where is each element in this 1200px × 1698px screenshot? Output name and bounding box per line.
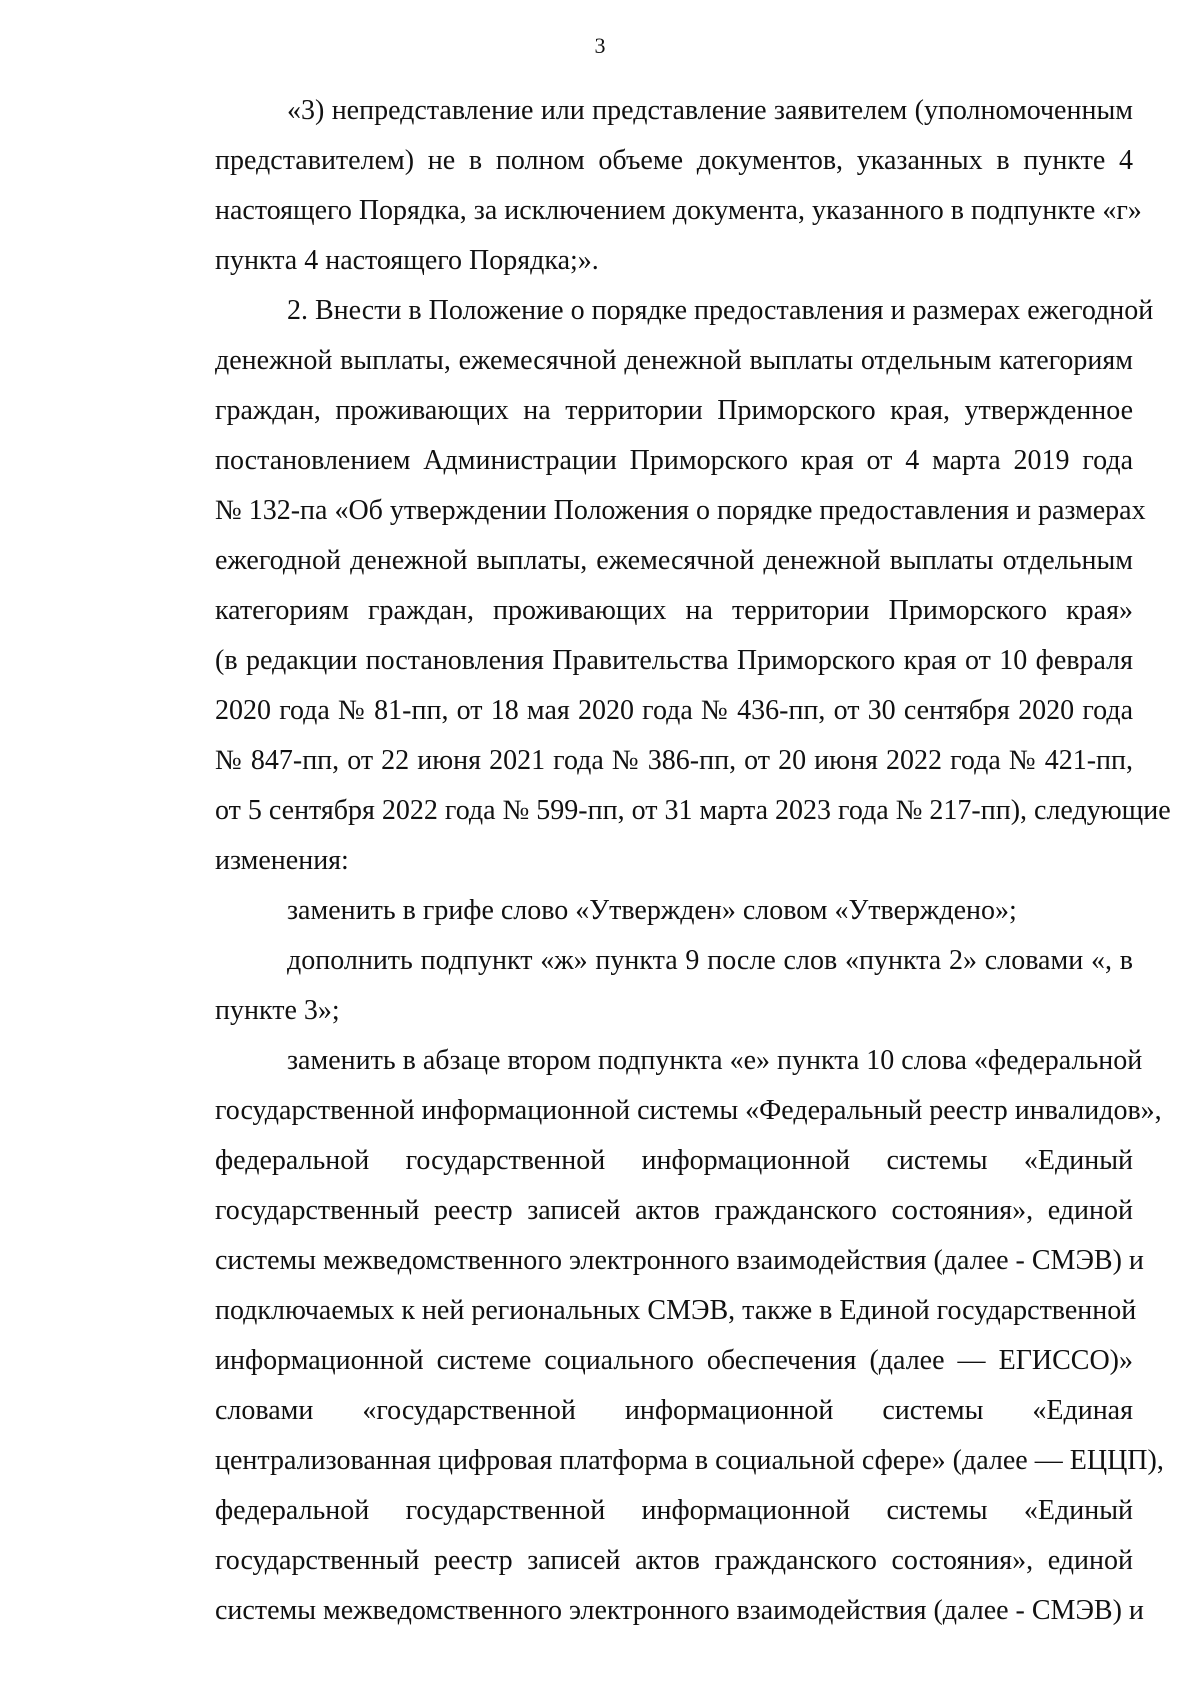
- text-line: подключаемых к ней региональных СМЭВ, также в Единой государственной: [215, 1295, 1137, 1326]
- text-line: № 132-па «Об утверждении Положения о порядке предоставления и размерах: [215, 495, 1146, 526]
- text-line: пункте 3»;: [215, 995, 340, 1026]
- text-line: системы межведомственного электронного взаимодействия (далее - СМЭВ) и: [215, 1245, 1144, 1276]
- text-line: пункта 4 настоящего Порядка;».: [215, 245, 599, 276]
- paragraph-5: [143, 1036, 1164, 1636]
- page-number: 3: [594, 33, 606, 58]
- text-line: настоящего Порядка, за исключением документа, указанного в подпункте «г»: [215, 195, 1142, 226]
- text-line: централизованная цифровая платформа в социальной сфере» (далее — ЕЦЦП),: [215, 1445, 1164, 1476]
- text-line: 2020 года № 81-пп, от 18 мая 2020 года № 436-пп, от 30 сентября 2020 года: [215, 695, 1133, 726]
- text-line: изменения:: [215, 845, 349, 876]
- text-line: системы межведомственного электронного взаимодействия (далее - СМЭВ) и: [215, 1595, 1144, 1626]
- text-line: государственный реестр записей актов гражданского состояния», единой: [215, 1195, 1133, 1226]
- text-line: заменить в абзаце втором подпункта «е» пункта 10 слова «федеральной: [287, 1045, 1143, 1076]
- text-line: категориям граждан, проживающих на территории Приморского края»: [215, 595, 1133, 626]
- paragraph-1: [143, 86, 1142, 286]
- text-line: государственный реестр записей актов гражданского состояния», единой: [215, 1545, 1133, 1576]
- text-line: от 5 сентября 2022 года № 599-пп, от 31 марта 2023 года № 217-пп), следующие: [215, 795, 1171, 826]
- text-line: государственной информационной системы «Федеральный реестр инвалидов»,: [215, 1095, 1162, 1126]
- text-line: словами «государственной информационной системы «Единая: [215, 1395, 1133, 1426]
- text-line: 2. Внести в Положение о порядке предоставления и размерах ежегодной: [287, 295, 1154, 326]
- paragraph-3: [143, 886, 1133, 936]
- text-line: представителем) не в полном объеме документов, указанных в пункте 4: [215, 145, 1133, 176]
- paragraph-2: [143, 286, 1171, 886]
- text-line: федеральной государственной информационной системы «Единый: [215, 1495, 1133, 1526]
- text-line: граждан, проживающих на территории Приморского края, утвержденное: [215, 395, 1133, 426]
- text-line: денежной выплаты, ежемесячной денежной выплаты отдельным категориям: [215, 345, 1133, 376]
- text-line: информационной системе социального обеспечения (далее — ЕГИССО)»: [215, 1345, 1133, 1376]
- text-line: «3) непредставление или представление заявителем (уполномоченным: [287, 95, 1133, 126]
- text-line: ежегодной денежной выплаты, ежемесячной денежной выплаты отдельным: [215, 545, 1133, 576]
- paragraph-4: [143, 936, 1133, 1036]
- text-line: заменить в грифе слово «Утвержден» словом «Утверждено»;: [287, 895, 1017, 926]
- text-line: дополнить подпункт «ж» пункта 9 после слов «пункта 2» словами «, в: [287, 945, 1133, 976]
- text-line: № 847-пп, от 22 июня 2021 года № 386-пп, от 20 июня 2022 года № 421-пп,: [215, 745, 1133, 776]
- text-line: (в редакции постановления Правительства Приморского края от 10 февраля: [215, 645, 1133, 676]
- text-line: постановлением Администрации Приморского края от 4 марта 2019 года: [215, 445, 1133, 476]
- document-body: [143, 86, 1171, 1636]
- text-line: федеральной государственной информационной системы «Единый: [215, 1145, 1133, 1176]
